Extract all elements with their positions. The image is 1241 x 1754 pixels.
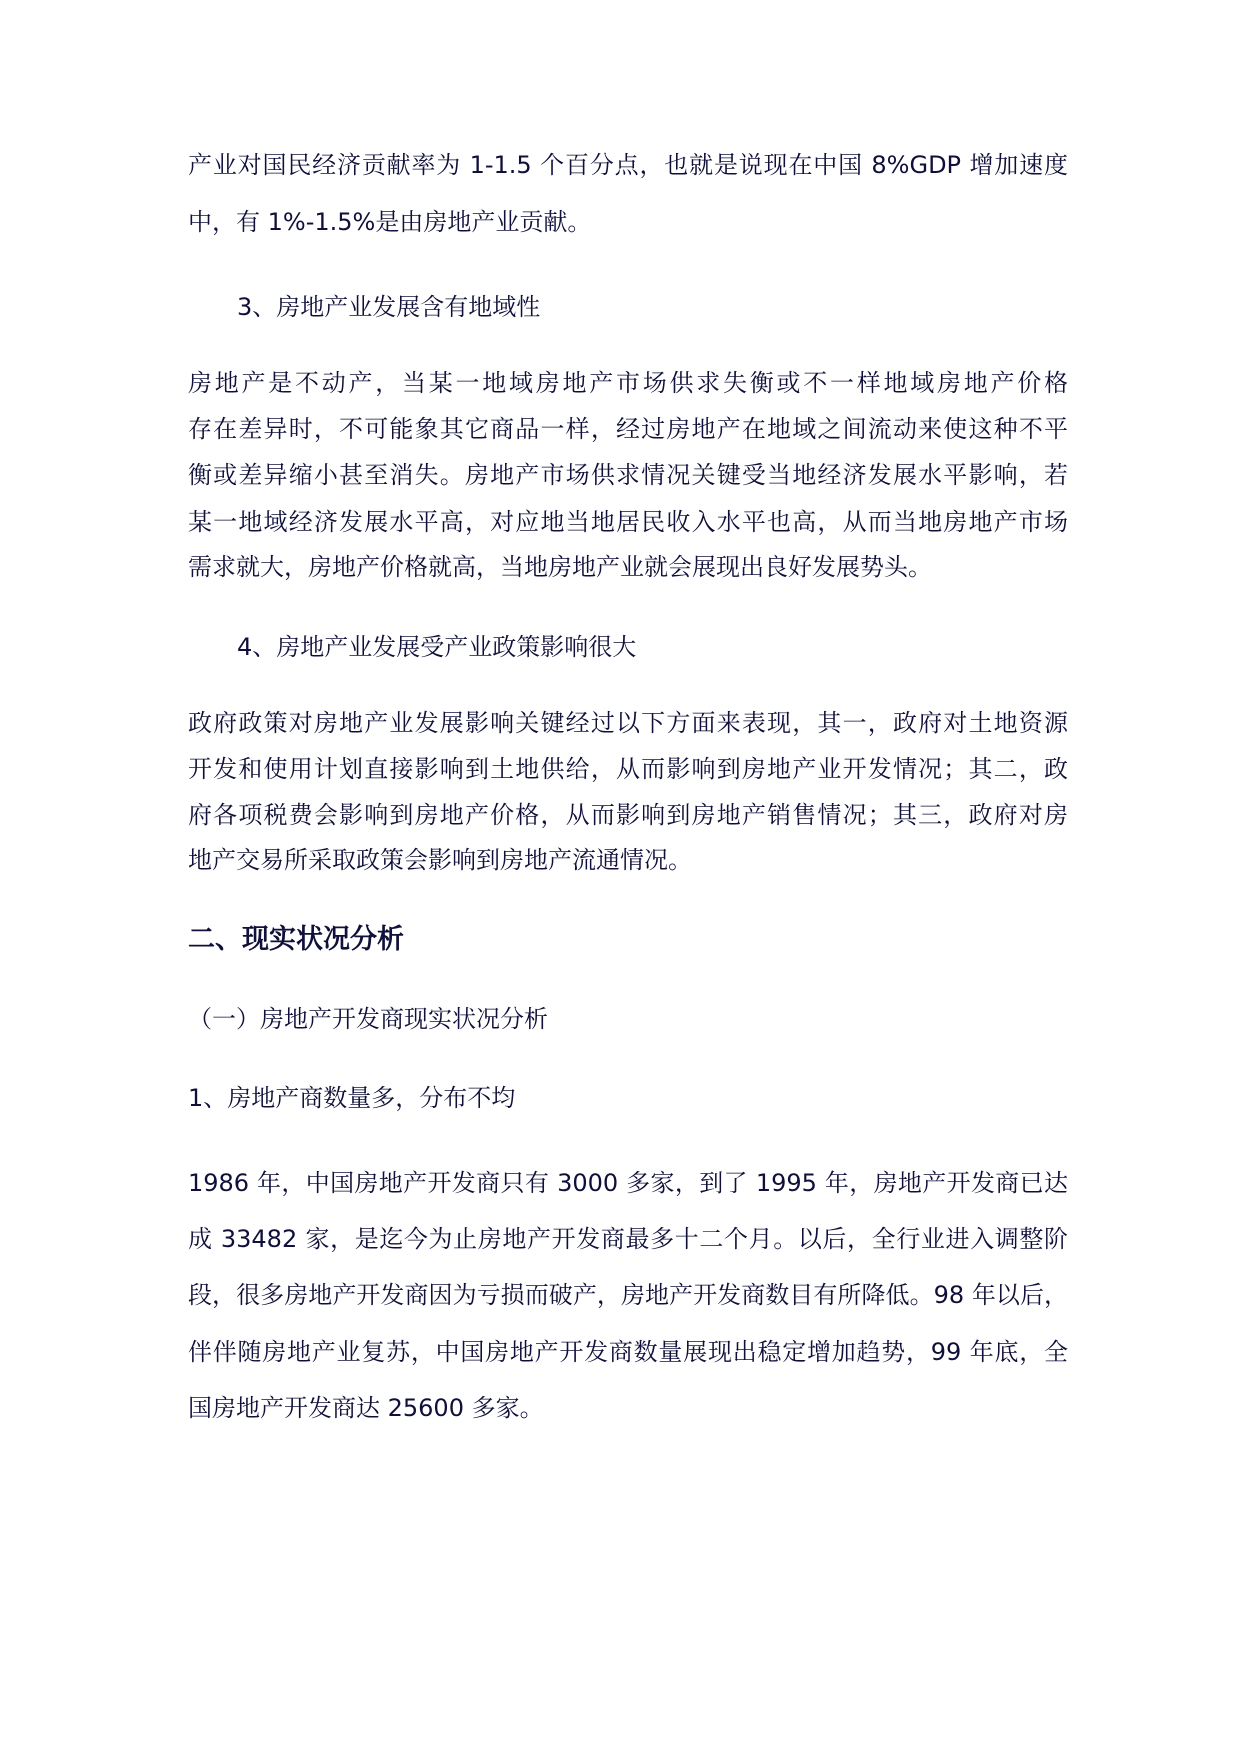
paragraph-line: 衡或差异缩小甚至消失。房地产市场供求情况关键受当地经济发展水平影响，若 — [188, 461, 1068, 489]
section-heading: 二、现实状况分析 — [188, 924, 404, 955]
paragraph-line: 开发和使用计划直接影响到土地供给，从而影响到房地产业开发情况；其二，政 — [188, 755, 1068, 783]
paragraph-line: 需求就大，房地产价格就高，当地房地产业就会展现出良好发展势头。 — [188, 553, 932, 581]
paragraph-line: 段，很多房地产开发商因为亏损而破产，房地产开发商数目有所降低。98 年以后， — [188, 1281, 1068, 1309]
paragraph-line: 某一地域经济发展水平高，对应地当地居民收入水平也高，从而当地房地产市场 — [188, 508, 1068, 536]
subsection-heading: （一）房地产开发商现实状况分析 — [188, 1005, 548, 1033]
paragraph-line: 国房地产开发商达 25600 多家。 — [188, 1394, 544, 1422]
paragraph-line: 存在差异时，不可能象其它商品一样，经过房地产在地域之间流动来使这种不平 — [188, 415, 1068, 443]
paragraph-line: 1986 年，中国房地产开发商只有 3000 多家，到了 1995 年，房地产开发商已达 — [188, 1169, 1068, 1197]
paragraph-line: 地产交易所采取政策会影响到房地产流通情况。 — [188, 846, 692, 874]
paragraph-line: 政府政策对房地产业发展影响关键经过以下方面来表现，其一，政府对土地资源 — [188, 709, 1068, 737]
item-heading: 1、房地产商数量多，分布不均 — [188, 1084, 516, 1112]
paragraph-line: 府各项税费会影响到房地产价格，从而影响到房地产销售情况；其三，政府对房 — [188, 801, 1068, 829]
paragraph-line: 伴伴随房地产业复苏，中国房地产开发商数量展现出稳定增加趋势，99 年底，全 — [188, 1338, 1068, 1366]
paragraph-line: 房地产是不动产，当某一地域房地产市场供求失衡或不一样地域房地产价格 — [188, 369, 1068, 397]
subheading-regional: 3、房地产业发展含有地域性 — [237, 293, 541, 321]
subheading-policy: 4、房地产业发展受产业政策影响很大 — [237, 633, 637, 661]
paragraph-line: 产业对国民经济贡献率为 1-1.5 个百分点，也就是说现在中国 8%GDP 增加速度 — [188, 151, 1068, 179]
paragraph-line: 成 33482 家，是迄今为止房地产开发商最多十二个月。以后，全行业进入调整阶 — [188, 1225, 1068, 1253]
paragraph-line: 中，有 1%-1.5%是由房地产业贡献。 — [188, 208, 592, 236]
